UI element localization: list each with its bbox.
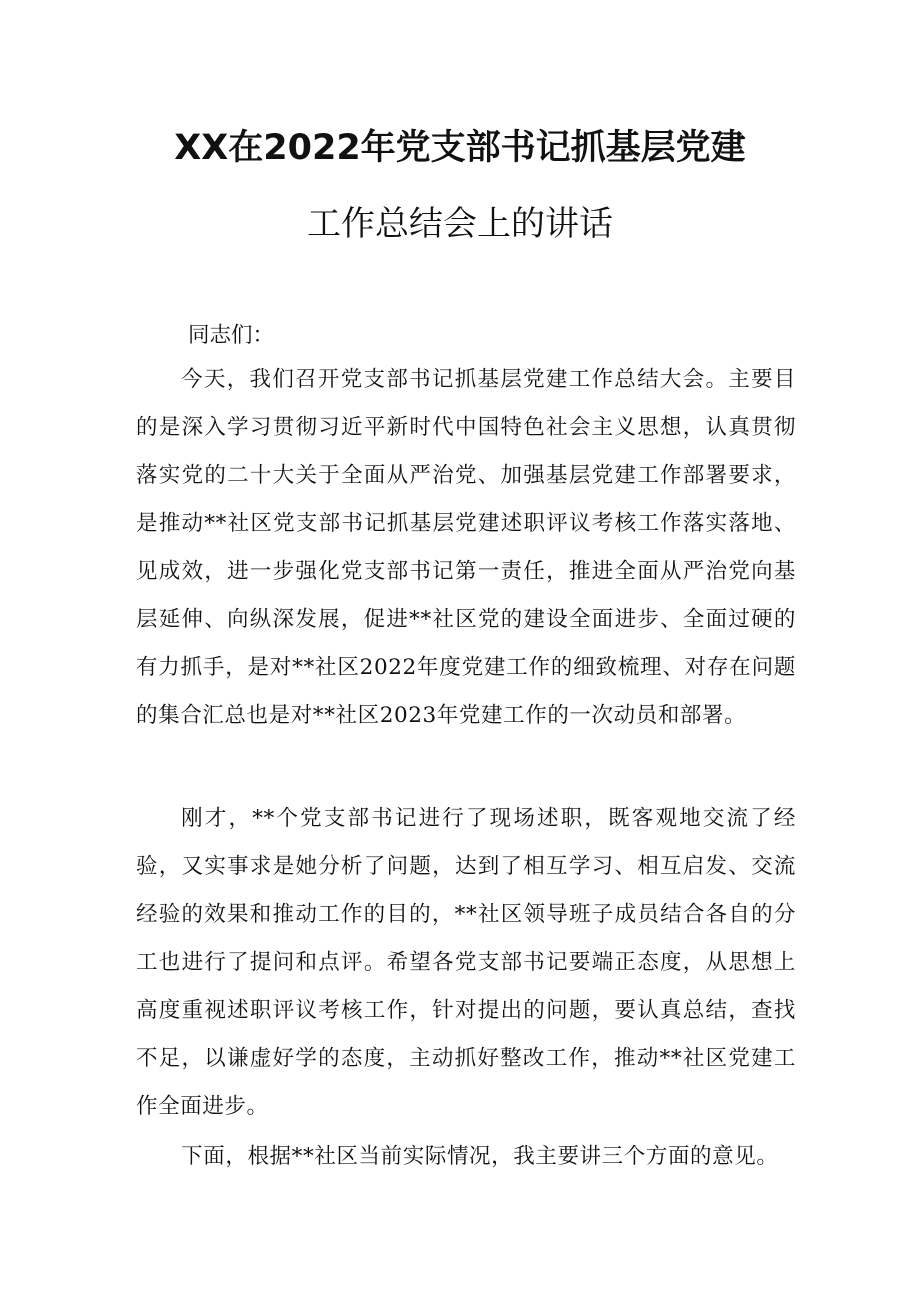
paragraph: 今天，我们召开党支部书记抓基层党建工作总结大会。主要目的是深入学习贯彻习近平新时代中国特色社会主义思想，认真贯彻落实党的二十大关于全面从严治党、加强基层党建工作部署要求，是推动**社区党支部书记抓基层党建述职评议考核工作落实落地、见成效，进一步强化党支部书记第一责任，推进全面从严治党向基层延伸、向纵深发展，促进**社区党的建设全面进步、全面过硬的有力抓手，是对**社区2022年度党建工作的细致梳理、对存在问题的集合汇总也是对**社区2023年党建工作的一次动员和部署。 [136, 367, 796, 728]
paragraph-block-2 [136, 795, 796, 1131]
paragraph: 下面，根据**社区当前实际情况，我主要讲三个方面的意见。 [181, 1144, 779, 1169]
document-title-line-1: XX在2022年党支部书记抓基层党建 [174, 128, 746, 168]
salutation: 同志们： [188, 323, 275, 348]
document-title-line-2: 工作总结会上的讲话 [307, 204, 613, 244]
paragraph-block-3 [136, 1133, 796, 1181]
paragraph: 刚才，**个党支部书记进行了现场述职，既客观地交流了经验，又实事求是她分析了问题，达到了相互学习、相互启发、交流经验的效果和推动工作的目的，**社区领导班子成员结合各自的分工也进行了提问和点评。希望各党支部书记要端正态度，从思想上高度重视述职评议考核工作，针对提出的问题，要认真总结，查找不足，以谦虚好学的态度，主动抓好整改工作，推动**社区党建工作全面进步。 [136, 806, 796, 1119]
paragraph-block-1 [136, 356, 796, 740]
